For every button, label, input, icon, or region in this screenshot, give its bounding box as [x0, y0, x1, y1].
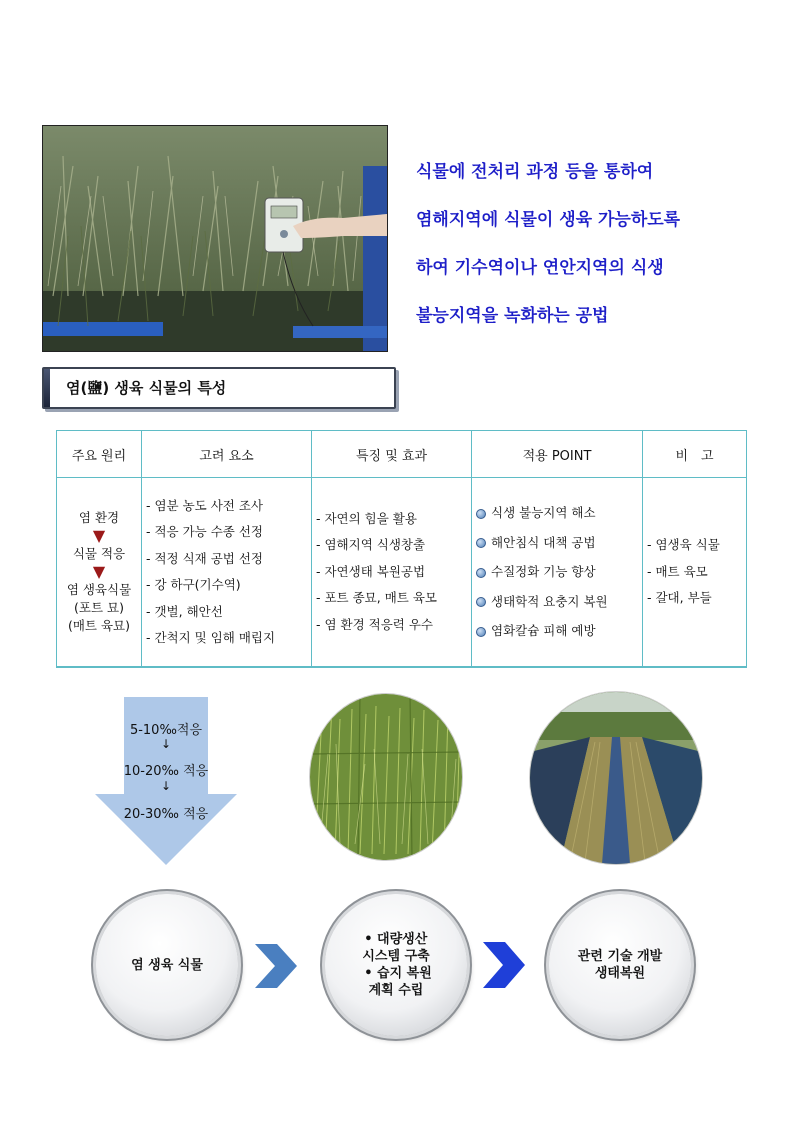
remark-item: - 염생육 식물: [647, 537, 720, 553]
small-down-arrow-icon: ↓: [160, 737, 172, 751]
principle-step-3: 염 생육식물: [66, 582, 132, 597]
remark-item: - 매트 육모: [647, 563, 708, 579]
flow-step-2-item: • 습지 복원: [364, 966, 432, 981]
flow-step-2-content: [360, 931, 432, 999]
consideration-item: - 강 하구(기수역): [146, 577, 241, 592]
intro-line-3: 하여 기수역이나 연안지역의 식생: [416, 258, 664, 278]
chevron-right-icon: [483, 942, 525, 988]
point-item: 생태학적 요충지 복원: [476, 587, 638, 617]
flow-step-3: [549, 894, 691, 1036]
down-arrow-icon: ▼: [92, 562, 106, 581]
chevron-right-icon: [255, 944, 297, 988]
flow-step-1: [96, 894, 238, 1036]
remark-item: - 갈대, 부들: [647, 590, 712, 606]
considerations-cell: [142, 478, 312, 668]
feature-item: - 포트 종묘, 매트 육모: [316, 590, 437, 606]
table-row: [57, 478, 747, 668]
flow-step-1-label: 염 생육 식물: [131, 957, 203, 973]
point-item: 염화칼슘 피해 예방: [476, 616, 638, 646]
intro-description: [416, 152, 776, 344]
consideration-item: - 적응 가능 수종 선정: [146, 524, 264, 539]
feature-item: - 염 환경 적응력 우수: [316, 616, 434, 632]
header-remarks: 비 고: [643, 431, 747, 478]
section-title-box: [42, 367, 396, 409]
salinity-level-2: 10-20‰ 적응: [123, 764, 209, 779]
flow-step-2: [325, 894, 467, 1036]
point-item: 수질정화 기능 향상: [476, 557, 638, 587]
salinity-level-3: 20-30‰ 적응: [123, 807, 209, 822]
nursery-rows-illustration: [530, 692, 702, 864]
consideration-item: - 갯벌, 해안선: [146, 603, 223, 619]
points-cell: [472, 478, 643, 668]
flow-step-2-item-line2: 시스템 구축: [362, 949, 430, 964]
header-points: 적용 POINT: [472, 431, 643, 478]
bullet-icon: [476, 509, 486, 519]
features-cell: [312, 478, 472, 668]
bullet-icon: [476, 597, 486, 607]
intro-line-2: 염해지역에 식물이 생육 가능하도록: [416, 210, 681, 230]
header-principle: 주요 원리: [57, 431, 142, 478]
section-title: 염(鹽) 생육 식물의 특성: [66, 379, 227, 397]
grass-photo-illustration: [43, 126, 387, 351]
consideration-item: - 간척지 및 임해 매립지: [146, 630, 276, 645]
consideration-item: - 적정 식재 공법 선정: [146, 550, 264, 566]
top-photo-salinity-meter: [42, 125, 388, 352]
header-features: 특징 및 효과: [312, 431, 472, 478]
circle-photo-nursery-rows: [530, 692, 702, 864]
point-item: 해안침식 대책 공법: [476, 528, 638, 558]
section-title-accent-bar: [44, 369, 50, 407]
salinity-adaptation-arrow: [95, 697, 237, 865]
feature-item: - 자연의 힘을 활용: [316, 510, 417, 526]
flow-step-3-line-1: 관련 기술 개발: [577, 949, 663, 964]
feature-item: - 자연생태 복원공법: [316, 563, 426, 579]
down-arrow-icon: ▼: [92, 526, 106, 545]
principle-step-2: 식물 적응: [72, 546, 126, 561]
bullet-icon: [476, 568, 486, 578]
circle-photo-grass-bed: [310, 694, 462, 860]
feature-item: - 염해지역 식생창출: [316, 537, 426, 553]
salinity-level-1: 5-10‰적응: [129, 723, 203, 738]
table-header-row: [57, 431, 747, 478]
flow-step-2-item-line2: 계획 수립: [368, 983, 424, 998]
remarks-cell: [643, 478, 747, 668]
principle-step-3-sub1: (포트 묘): [74, 600, 124, 615]
header-considerations: 고려 요소: [142, 431, 312, 478]
flow-step-3-line-2: 생태복원: [594, 966, 646, 981]
small-down-arrow-icon: ↓: [160, 779, 172, 793]
bullet-icon: [476, 538, 486, 548]
bullet-icon: [476, 627, 486, 637]
consideration-item: - 염분 농도 사전 조사: [146, 497, 264, 513]
principle-cell: [57, 478, 142, 668]
flow-step-2-item: • 대량생산: [364, 932, 428, 947]
intro-line-4: 불능지역을 녹화하는 공법: [416, 306, 609, 326]
intro-line-1: 식물에 전처리 과정 등을 통하여: [416, 162, 654, 182]
flow-step-3-content: [578, 948, 662, 982]
characteristics-table: [56, 430, 747, 668]
grass-bed-illustration: [310, 694, 462, 860]
principle-step-3-sub2: (매트 육묘): [67, 618, 131, 633]
point-item: 식생 불능지역 해소: [476, 498, 638, 528]
principle-step-1: 염 환경: [78, 510, 120, 525]
